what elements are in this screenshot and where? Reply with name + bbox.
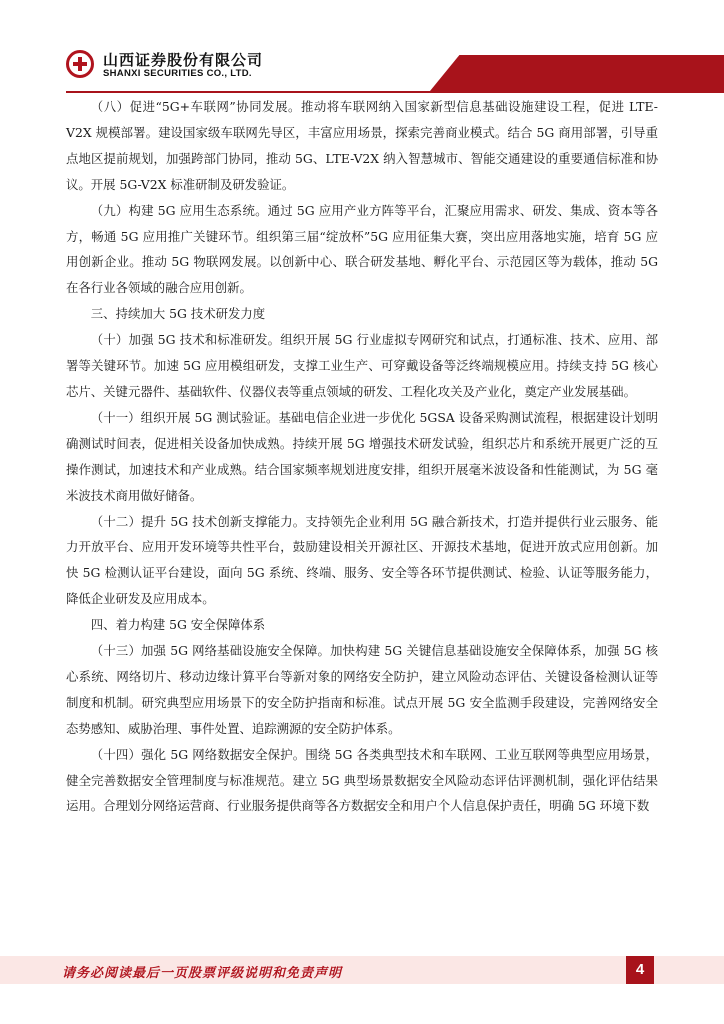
paragraph-12: （十二）提升 5G 技术创新支撑能力。支持领先企业利用 5G 融合新技术，打造并提供行业云服务、能力开放平台、应用开发环境等共性平台，鼓励建设相关开源社区、开源技术基地，促进开放式应用创新。加快 5G 检测认证平台建设，面向 5G 系统、终端、服务、安全等各环节提供测试、检验、认证等服务能力，降低企业研发及应用成本。	[66, 513, 658, 607]
document-body	[66, 94, 658, 819]
paragraph-8: （八）促进“5G+车联网”协同发展。推动将车联网纳入国家新型信息基础设施建设工程，促进 LTE-V2X 规模部署。建设国家级车联网先导区，丰富应用场景，探索完善商业模式。结合 5G 商用部署，引导重点地区提前规划，加强跨部门协同，推动 5G、LTE-V2X 纳入智慧城市、智能交通建设的重要通信标准和协议。开展 5G-V2X 标准研制及研发验证。	[66, 99, 658, 192]
disclaimer-text: 请务必阅读最后一页股票评级说明和免责声明	[62, 966, 343, 981]
page-header	[0, 0, 724, 92]
report-type-label: 证券研究报告：行业研究/点评报告	[487, 12, 680, 27]
company-name-cn: 山西证券股份有限公司	[103, 51, 264, 69]
report-type-banner	[430, 55, 724, 91]
page-number: 4	[626, 956, 654, 984]
company-logo-icon	[66, 50, 94, 78]
section-heading-4: 四、着力构建 5G 安全保障体系	[90, 617, 266, 633]
section-heading-3: 三、持续加大 5G 技术研发力度	[90, 306, 266, 322]
paragraph-11: （十一）组织开展 5G 测试验证。基础电信企业进一步优化 5GSA 设备采购测试流程，根据建设计划明确测试时间表，促进相关设备加快成熟。持续开展 5G 增强技术研发试验，组织芯片和系统开展更广泛的互操作测试，加速技术和产业成熟。结合国家频率规划进度安排，组织开展毫米波设备和性能测试，为 5G 毫米波技术商用做好储备。	[66, 409, 658, 503]
paragraph-14: （十四）强化 5G 网络数据安全保护。围绕 5G 各类典型技术和车联网、工业互联网等典型应用场景，健全完善数据安全管理制度与标准规范。建立 5G 典型场景数据安全风险动态评估评测机制，强化评估结果运用。合理划分网络运营商、行业服务提供商等各方数据安全和用户个人信息保护责任，明确 5G 环境下数	[66, 746, 658, 814]
paragraph-9: （九）构建 5G 应用生态系统。通过 5G 应用产业方阵等平台，汇聚应用需求、研发、集成、资本等各方，畅通 5G 应用推广关键环节。组织第三届“绽放杯”5G 应用征集大赛，突出应用落地实施，培育 5G 应用创新企业。推动 5G 物联网发展。以创新中心、联合研发基地、孵化平台、示范园区等为载体，推动 5G 在各行业各领域的融合应用创新。	[66, 202, 658, 296]
company-name-en: SHANXI SECURITIES CO., LTD.	[103, 68, 252, 79]
paragraph-13: （十三）加强 5G 网络基础设施安全保障。加快构建 5G 关键信息基础设施安全保障体系，加强 5G 核心系统、网络切片、移动边缘计算平台等新对象的网络安全防护，建立风险动态评估、关键设备检测认证等制度和机制。研究典型应用场景下的安全防护指南和标准。试点开展 5G 安全监测手段建设，完善网络安全态势感知、威胁治理、事件处置、追踪溯源的安全防护体系。	[66, 643, 658, 736]
header-divider	[66, 91, 724, 93]
paragraph-10: （十）加强 5G 技术和标准研发。组织开展 5G 行业虚拟专网研究和试点，打通标准、技术、应用、部署等关键环节。加速 5G 应用模组研发，支撑工业生产、可穿戴设备等泛终端规模应用。持续支持 5G 核心芯片、关键元器件、基础软件、仪器仪表等重点领域的研发、工程化攻关及产业化，奠定产业发展基础。	[66, 332, 658, 399]
